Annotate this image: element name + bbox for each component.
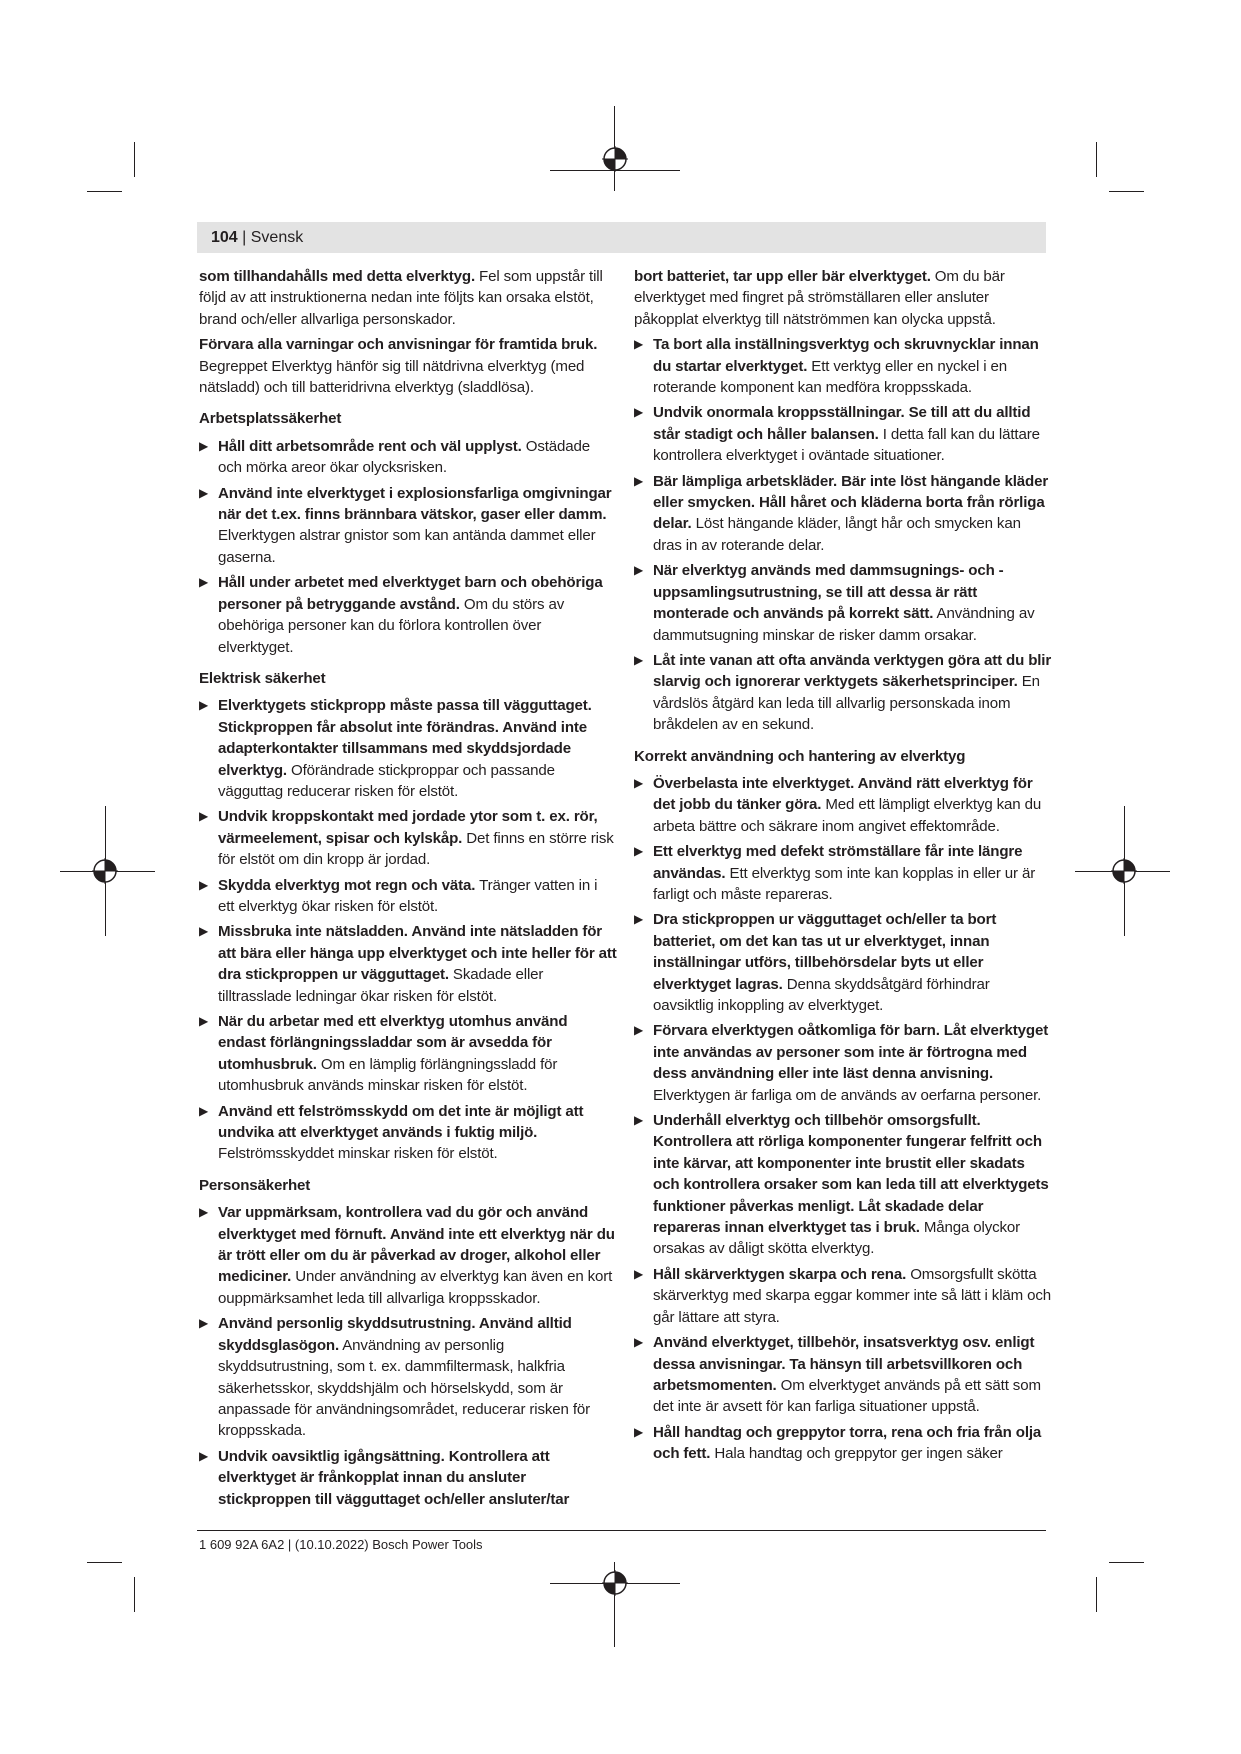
emphasis-text: bort batteriet, tar upp eller bär elverktyget. bbox=[634, 268, 931, 285]
body-text: Många olyckor orsakas av dåligt skötta elverktyg. bbox=[653, 1219, 1021, 1258]
body-text: Löst hängande kläder, långt hår och smycken kan dras in av roterande delar. bbox=[653, 515, 1021, 554]
bullet-arrow-icon: ▶ bbox=[634, 1335, 644, 1350]
safety-instruction bbox=[634, 1020, 1052, 1106]
bullet-arrow-icon: ▶ bbox=[199, 809, 209, 824]
emphasis-text: Överbelasta inte elverktyget. Använd rätt elverktyg för det jobb du tänker göra. bbox=[653, 774, 1033, 814]
body-text: Om elverktyget används på ett sätt som det inte är avsett för kan farliga situationer uppstå. bbox=[653, 1376, 1041, 1416]
bullet-arrow-icon: ▶ bbox=[634, 1023, 644, 1038]
page-language: Svensk bbox=[250, 229, 304, 246]
body-text: Med ett lämpligt elverktyg kan du arbeta bättre och säkrare inom angivet effektområde. bbox=[653, 796, 1042, 835]
bullet-arrow-icon: ▶ bbox=[199, 698, 209, 713]
paragraph bbox=[199, 334, 617, 398]
safety-instruction bbox=[199, 436, 617, 479]
safety-instruction bbox=[634, 1264, 1052, 1328]
safety-instruction bbox=[634, 560, 1052, 646]
emphasis-text: som tillhandahålls med detta elverktyg. bbox=[199, 268, 475, 285]
paragraph bbox=[199, 266, 617, 330]
body-text: Omsorgsfullt skötta skärverktyg med skarpa eggar kommer inte så lätt i kläm och går lättare att styra. bbox=[653, 1265, 1051, 1326]
body-text: Ostädade och mörka areor ökar olycksrisken. bbox=[218, 437, 591, 477]
page-footer: 1 609 92A 6A2 | (10.10.2022) Bosch Power Tools bbox=[199, 1537, 483, 1552]
safety-instruction bbox=[634, 909, 1052, 1016]
safety-instruction bbox=[634, 773, 1052, 837]
section-heading: Elektrisk säkerhet bbox=[199, 669, 326, 687]
emphasis-text: Använd ett felströmsskydd om det inte är möjligt att undvika att elverktyget används i fuktig miljö. bbox=[218, 1102, 584, 1142]
bullet-arrow-icon: ▶ bbox=[634, 844, 644, 859]
safety-instruction bbox=[199, 572, 617, 658]
body-text: Elverktygen alstrar gnistor som kan antända dammet eller gaserna. bbox=[218, 527, 596, 566]
bullet-arrow-icon: ▶ bbox=[634, 775, 644, 790]
emphasis-text: Låt inte vanan att ofta använda verktygen göra att du blir slarvig och ignorerar verktygets säkerhetsprinciper. bbox=[653, 651, 1052, 691]
emphasis-text: Underhåll elverktyg och tillbehör omsorgsfullt. Kontrollera att rörliga komponenter fungerar felfritt och inte kärvar, att komponenter inte brustit eller skadats och kontrollera orsaker som kan leda till att elverktygets funktioner påverkas menligt. Låt skadade delar repareras innan elverktyget tas i bruk. bbox=[653, 1112, 1049, 1237]
emphasis-text: Elverktygets stickpropp måste passa till vägguttaget. Stickproppen får absolut inte förändras. Använd inte adapterkontakter tillsammans med skyddsjordade elverktyg. bbox=[218, 697, 592, 779]
header-separator: | bbox=[237, 229, 251, 246]
section-heading: Personsäkerhet bbox=[199, 1176, 311, 1194]
emphasis-text: Undvik kroppskontakt med jordade ytor som t. ex. rör, värmeelement, spisar och kylskåp. bbox=[218, 808, 598, 847]
section-heading: Arbetsplatssäkerhet bbox=[199, 410, 342, 428]
body-text: Om en lämplig förlängningssladd för utomhusbruk används minskar risken för elstöt. bbox=[218, 1055, 558, 1095]
safety-instruction bbox=[199, 483, 617, 569]
safety-instruction bbox=[199, 1446, 617, 1510]
body-text: Om du störs av obehöriga personer kan du förlora kontrollen över elverktyget. bbox=[218, 595, 565, 656]
safety-instruction bbox=[199, 695, 617, 802]
body-text: Elverktygen är farliga om de används av oerfarna personer. bbox=[653, 1086, 1042, 1104]
safety-instruction bbox=[199, 1313, 617, 1441]
bullet-arrow-icon: ▶ bbox=[199, 924, 209, 939]
body-text: Tränger vatten in i ett elverktyg ökar risken för elstöt. bbox=[218, 876, 598, 915]
bullet-arrow-icon: ▶ bbox=[634, 1424, 644, 1439]
bullet-arrow-icon: ▶ bbox=[634, 652, 644, 667]
bullet-arrow-icon: ▶ bbox=[199, 485, 209, 500]
bullet-arrow-icon: ▶ bbox=[634, 1266, 644, 1281]
page-number: 104 bbox=[211, 229, 238, 246]
emphasis-text: Förvara alla varningar och anvisningar för framtida bruk. bbox=[199, 336, 598, 354]
bullet-arrow-icon: ▶ bbox=[199, 1014, 209, 1028]
emphasis-text: Använd inte elverktyget i explosionsfarliga omgivningar när det t.ex. finns brännbara vätskor, gaser eller damm. bbox=[218, 484, 612, 524]
safety-instruction bbox=[199, 806, 617, 870]
bullet-arrow-icon: ▶ bbox=[634, 473, 644, 488]
safety-instruction bbox=[634, 841, 1052, 905]
safety-instruction bbox=[634, 1422, 1052, 1465]
bullet-arrow-icon: ▶ bbox=[634, 912, 644, 927]
emphasis-text: Bär lämpliga arbetskläder. Bär inte löst hängande kläder eller smycken. Håll håret och kläderna borta från rörliga delar. bbox=[653, 472, 1049, 533]
emphasis-text: Undvik oavsiktlig igångsättning. Kontrollera att elverktyget är frånkopplat innan du ansluter stickproppen till vägguttaget och/eller ansluter/tar bbox=[218, 1447, 570, 1508]
bullet-arrow-icon: ▶ bbox=[199, 438, 209, 453]
bullet-arrow-icon: ▶ bbox=[199, 1316, 209, 1331]
emphasis-text: Missbruka inte nätsladden. Använd inte nätsladden för att bära eller hänga upp elverktyget och inte heller för att dra stickproppen ur vägguttaget. bbox=[218, 923, 617, 984]
emphasis-text: Använd elverktyget, tillbehör, insatsverktyg osv. enligt dessa anvisningar. Ta hänsyn till arbetsvillkoren och arbetsmomenten. bbox=[653, 1334, 1035, 1394]
emphasis-text: Använd personlig skyddsutrustning. Använd alltid skyddsglasögon. bbox=[218, 1315, 572, 1354]
body-text: Felströmsskyddet minskar risken för elstöt. bbox=[218, 1145, 498, 1163]
safety-instruction bbox=[634, 402, 1052, 466]
body-text: Användning av personlig skyddsutrustning, som t. ex. dammfiltermask, halkfria säkerhetsskor, skyddshjälm och hörselskydd, som är anpassade för användningsområdet, reducerar risken för kroppsskada. bbox=[218, 1336, 590, 1440]
bullet-arrow-icon: ▶ bbox=[199, 877, 209, 892]
emphasis-text: Var uppmärksam, kontrollera vad du gör och använd elverktyget med förnuft. Använd inte ett elverktyg när du är trött eller om du är påverkad av droger, alkohol eller mediciner. bbox=[218, 1204, 615, 1286]
body-text: Hala handtag och greppytor ger ingen säker bbox=[710, 1445, 1003, 1463]
body-text: Oförändrade stickproppar och passande vägguttag reducerar risken för elstöt. bbox=[218, 761, 555, 800]
registration-mark-icon bbox=[92, 858, 118, 884]
body-text: I detta fall kan du lättare kontrollera elverktyget i oväntade situationer. bbox=[653, 425, 1040, 465]
body-text: Under användning av elverktyg kan även en kort ouppmärksamhet leda till allvarliga kroppsskador. bbox=[218, 1268, 613, 1307]
crop-mark bbox=[134, 1577, 135, 1612]
crop-mark bbox=[87, 191, 122, 192]
safety-instruction bbox=[634, 1110, 1052, 1260]
body-text: Skadade eller tilltrasslade ledningar ökar risken för elstöt. bbox=[218, 966, 544, 1005]
body-text: Användning av dammutsugning minskar de risker damm orsakar. bbox=[653, 605, 1035, 644]
body-text: Ett elverktyg som inte kan kopplas in eller ur är farligt och måste repareras. bbox=[653, 864, 1036, 903]
section-heading: Korrekt användning och hantering av elverktyg bbox=[634, 747, 966, 765]
bullet-arrow-icon: ▶ bbox=[199, 575, 209, 590]
footer-rule bbox=[197, 1530, 1046, 1531]
body-text: Ett verktyg eller en nyckel i en roterande komponent kan medföra kroppsskada. bbox=[653, 357, 1008, 397]
emphasis-text: Håll ditt arbetsområde rent och väl upplyst. bbox=[218, 437, 522, 455]
emphasis-text: Undvik onormala kroppsställningar. Se till att du alltid står stadigt och håller balansen. bbox=[653, 404, 1031, 443]
safety-instruction bbox=[199, 875, 617, 918]
crop-mark bbox=[1096, 1577, 1097, 1612]
registration-mark-icon bbox=[602, 146, 628, 172]
bullet-arrow-icon: ▶ bbox=[634, 405, 644, 420]
body-text: En vårdslös åtgärd kan leda till allvarlig personskada inom bråkdelen av en sekund. bbox=[653, 673, 1040, 734]
safety-instruction bbox=[634, 650, 1052, 736]
page-header-bar bbox=[197, 222, 1046, 253]
bullet-arrow-icon: ▶ bbox=[634, 563, 644, 578]
body-text: Om du bär elverktyget med fingret på strömställaren eller ansluter påkopplat elverktyg till nätströmmen kan olycka uppstå. bbox=[634, 268, 1005, 328]
page-header bbox=[211, 228, 303, 248]
bullet-arrow-icon: ▶ bbox=[199, 1448, 209, 1463]
bullet-arrow-icon: ▶ bbox=[199, 1103, 209, 1118]
body-text: Det finns en större risk för elstöt om din kropp är jordad. bbox=[218, 829, 614, 869]
emphasis-text: När du arbetar med ett elverktyg utomhus använd endast förlängningssladdar som är avsedda för utomhusbruk. bbox=[218, 1013, 568, 1073]
emphasis-text: Förvara elverktygen oåtkomliga för barn. Låt elverktyget inte användas av personer som inte är förtrogna med dess användning eller inte läst denna anvisning. bbox=[653, 1022, 1049, 1083]
right-column bbox=[634, 266, 1052, 1469]
crop-mark bbox=[1109, 1562, 1144, 1563]
crop-mark bbox=[1109, 191, 1144, 192]
safety-instruction bbox=[199, 1101, 617, 1165]
body-text: Denna skyddsåtgärd förhindrar oavsiktlig inkoppling av elverktyget. bbox=[653, 975, 990, 1014]
body-text: Fel som uppstår till följd av att instruktionerna nedan inte följts kan orsaka elstöt, brand och/eller allvarliga personskador. bbox=[199, 268, 603, 328]
bullet-arrow-icon: ▶ bbox=[634, 1113, 644, 1128]
crop-mark bbox=[87, 1562, 122, 1563]
safety-instruction bbox=[634, 1332, 1052, 1418]
bullet-arrow-icon: ▶ bbox=[634, 337, 644, 352]
emphasis-text: När elverktyg används med dammsugnings- och -uppsamlingsutrustning, se till att dessa är rätt monterade och används på korrekt sätt. bbox=[653, 562, 1004, 623]
emphasis-text: Håll under arbetet med elverktyget barn och obehöriga personer på betryggande avstånd. bbox=[218, 574, 603, 613]
left-column bbox=[199, 266, 617, 1514]
emphasis-text: Håll skärverktygen skarpa och rena. bbox=[653, 1265, 907, 1283]
crop-mark bbox=[134, 142, 135, 177]
emphasis-text: Håll handtag och greppytor torra, rena och fria från olja och fett. bbox=[653, 1423, 1042, 1463]
safety-instruction bbox=[199, 1011, 617, 1097]
emphasis-text: Skydda elverktyg mot regn och väta. bbox=[218, 876, 476, 894]
registration-mark-icon bbox=[602, 1570, 628, 1596]
safety-instruction bbox=[199, 921, 617, 1007]
body-text: Begreppet Elverktyg hänför sig till nätdrivna elverktyg (med nätsladd) och till batteridrivna elverktyg (sladdlösa). bbox=[199, 357, 585, 397]
bullet-arrow-icon: ▶ bbox=[199, 1205, 209, 1220]
emphasis-text: Dra stickproppen ur vägguttaget och/eller ta bort batteriet, om det kan tas ut ur elverktyget, innan inställningar utförs, tillbehörsdelar byts ut eller elverktyget lagras. bbox=[653, 911, 997, 993]
crop-mark bbox=[1096, 142, 1097, 177]
safety-instruction bbox=[634, 334, 1052, 398]
emphasis-text: Ett elverktyg med defekt strömställare får inte längre användas. bbox=[653, 843, 1023, 882]
registration-mark-icon bbox=[1111, 858, 1137, 884]
paragraph bbox=[634, 266, 1052, 330]
safety-instruction bbox=[199, 1202, 617, 1309]
emphasis-text: Ta bort alla inställningsverktyg och skruvnycklar innan du startar elverktyget. bbox=[653, 336, 1039, 375]
safety-instruction bbox=[634, 471, 1052, 557]
